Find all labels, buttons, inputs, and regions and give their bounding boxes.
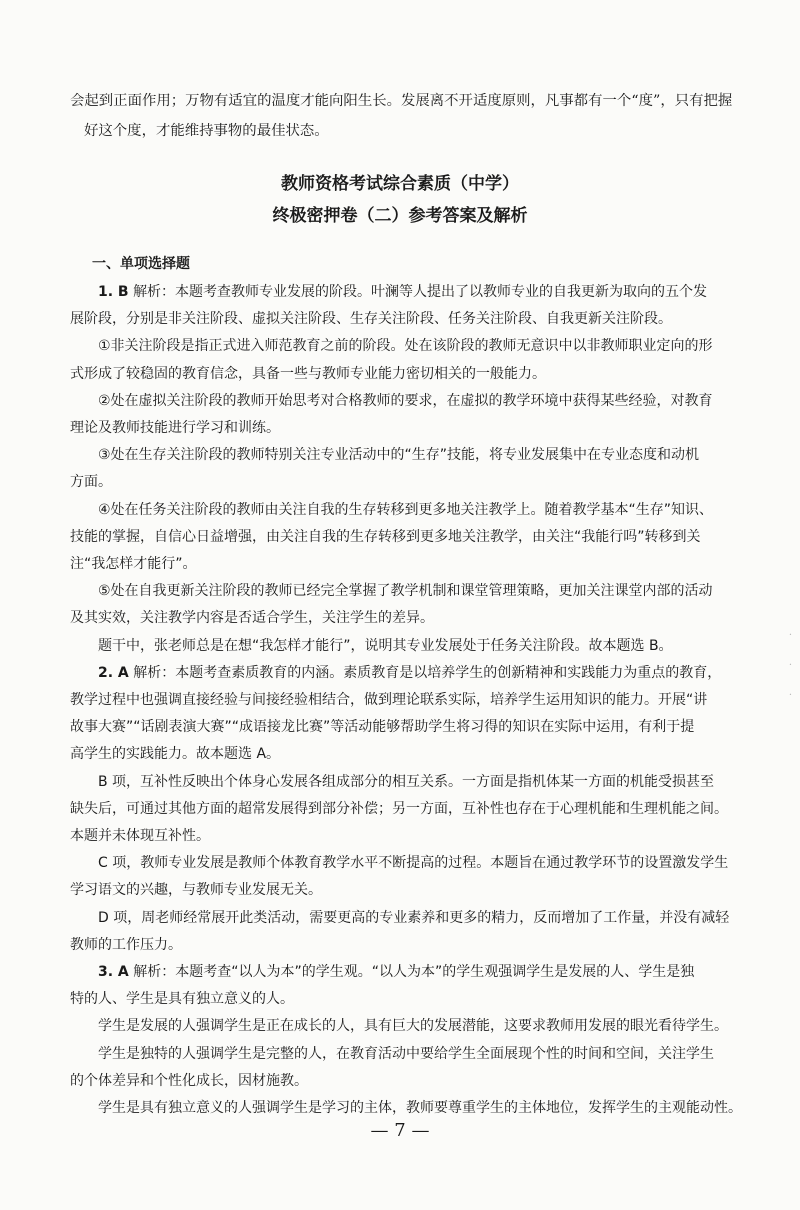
paragraph-text: 解析：本题考查教师专业发展的阶段。叶澜等人提出了以教师专业的自我更新为取向的五个发 xyxy=(133,284,708,300)
paragraph-text: 理论及教师技能进行学习和训练。 xyxy=(70,420,280,437)
paragraph-text: 技能的掌握，自信心日益增强，由关注自我的生存转移到更多地关注教学，由关注“我能行吗”转移到关 xyxy=(70,528,701,545)
paragraph-line xyxy=(70,932,748,959)
paragraph-line xyxy=(70,388,748,415)
answer-paragraph xyxy=(70,1041,748,1095)
paragraph-line xyxy=(70,633,748,660)
paragraph-text: 解析：本题考查“以人为本”的学生观。“以人为本”的学生观强调学生是发展的人、学生是独 xyxy=(133,964,695,981)
paragraph-text: B 项，互补性反映出个体身心发展各组成部分的相互关系。一方面是指机体某一方面的机能受损甚至 xyxy=(98,773,715,790)
paragraph-text: 特的人、学生是具有独立意义的人。 xyxy=(70,991,294,1008)
answer-paragraph xyxy=(70,1095,748,1122)
paragraph-text: 高学生的实践能力。故本题选 A。 xyxy=(70,746,281,763)
paragraph-text: 学生是具有独立意义的人强调学生是学习的主体，教师要尊重学生的主体地位，发挥学生的主观能动性。 xyxy=(98,1100,742,1117)
continuation-line: 会起到正面作用；万物有适宜的温度才能向阳生长。发展离不开适度原则，凡事都有一个“度”，只有把握 xyxy=(70,93,733,109)
paragraph-line xyxy=(70,877,748,904)
paragraph-line xyxy=(70,687,748,714)
answer-paragraph xyxy=(70,850,748,904)
answer-paragraph xyxy=(70,279,748,333)
page-title-line-2: 终极密押卷（二）参考答案及解析 xyxy=(272,206,528,226)
paragraph-line xyxy=(70,1095,748,1122)
paragraph-line xyxy=(70,442,748,469)
page-number: — 7 — xyxy=(370,1120,430,1141)
answer-paragraph xyxy=(70,333,748,387)
continuation-text xyxy=(70,86,748,146)
paragraph-line xyxy=(70,959,748,986)
answer-paragraph xyxy=(70,1013,748,1040)
paragraph-text: 学生是独特的人强调学生是完整的人，在教育活动中要给学生全面展现个性的时间和空间，关注学生 xyxy=(98,1045,714,1062)
paragraph-line xyxy=(70,279,748,306)
paragraph-text: ③处在生存关注阶段的教师特别关注专业活动中的“生存”技能，将专业发展集中在专业态度和动机 xyxy=(98,447,700,464)
paragraph-text: ①非关注阶段是指正式进入师范教育之前的阶段。处在该阶段的教师无意识中以非教师职业定向的形 xyxy=(98,338,713,355)
answer-body xyxy=(70,279,748,1122)
question-number: 1. B xyxy=(98,284,129,300)
answer-paragraph xyxy=(70,633,748,660)
paragraph-text: 学生是发展的人强调学生是正在成长的人，具有巨大的发展潜能，这要求教师用发展的眼光看待学生。 xyxy=(98,1018,728,1035)
paragraph-line xyxy=(70,524,748,551)
paragraph-line xyxy=(70,1068,748,1095)
paragraph-text: 故事大赛”“话剧表演大赛”“成语接龙比赛”等活动能够帮助学生将习得的知识在实际中运用，有利于提 xyxy=(70,719,695,736)
answer-paragraph xyxy=(70,442,748,496)
paragraph-line xyxy=(70,986,748,1013)
paragraph-text: 注“我怎样才能行”。 xyxy=(70,556,197,573)
paragraph-line xyxy=(70,469,748,496)
paragraph-line xyxy=(70,1013,748,1040)
paragraph-text: 展阶段，分别是非关注阶段、虚拟关注阶段、生存关注阶段、任务关注阶段、自我更新关注阶段。 xyxy=(70,311,672,328)
paragraph-text: 及其实效，关注教学内容是否适合学生，关注学生的差异。 xyxy=(70,610,434,627)
paragraph-text: D 项，周老师经常展开此类活动，需要更高的专业素养和更多的精力，反而增加了工作量，并没有减轻 xyxy=(98,909,730,926)
paragraph-text: 题干中，张老师总是在想“我怎样才能行”，说明其专业发展处于任务关注阶段。故本题选 B。 xyxy=(98,637,673,654)
paragraph-line xyxy=(70,551,748,578)
question-number: 3. A xyxy=(98,964,129,981)
paragraph-line xyxy=(70,769,748,796)
page-title-line-1: 教师资格考试综合素质（中学） xyxy=(281,174,519,194)
paragraph-line xyxy=(70,823,748,850)
scan-mark: · xyxy=(788,660,792,671)
paragraph-line xyxy=(70,1041,748,1068)
paragraph-line xyxy=(70,415,748,442)
paragraph-line xyxy=(70,796,748,823)
section-heading: 一、单项选择题 xyxy=(92,256,190,272)
scan-mark: · xyxy=(788,690,792,701)
paragraph-text: C 项，教师专业发展是教师个体教育教学水平不断提高的过程。本题旨在通过教学环节的设置激发学生 xyxy=(98,855,729,872)
paragraph-line xyxy=(70,306,748,333)
paragraph-line xyxy=(70,741,748,768)
paragraph-line xyxy=(70,714,748,741)
paragraph-line xyxy=(70,333,748,360)
question-number: 2. A xyxy=(98,664,129,681)
paragraph-line xyxy=(70,605,748,632)
paragraph-line xyxy=(70,660,748,687)
answer-paragraph xyxy=(70,769,748,851)
paragraph-text: 方面。 xyxy=(70,474,112,491)
paragraph-line xyxy=(70,905,748,932)
paragraph-text: 学习语文的兴趣，与教师专业发展无关。 xyxy=(70,882,322,899)
answer-paragraph xyxy=(70,497,748,579)
paragraph-line xyxy=(70,361,748,388)
answer-paragraph xyxy=(70,905,748,959)
paragraph-text: ④处在任务关注阶段的教师由关注自我的生存转移到更多地关注教学上。随着教学基本“生存”知识、 xyxy=(98,501,714,518)
paragraph-text: 式形成了较稳固的教育信念，具备一些与教师专业能力密切相关的一般能力。 xyxy=(70,365,546,382)
scan-mark: · xyxy=(788,630,792,641)
paragraph-line xyxy=(70,578,748,605)
paragraph-text: 教学过程中也强调直接经验与间接经验相结合，做到理论联系实际，培养学生运用知识的能力。开展“讲 xyxy=(70,692,708,709)
paragraph-text: 的个体差异和个性化成长，因材施教。 xyxy=(70,1072,308,1089)
answer-paragraphs xyxy=(70,279,748,1122)
answer-paragraph xyxy=(70,660,748,769)
answer-paragraph xyxy=(70,388,748,442)
paragraph-text: ②处在虚拟关注阶段的教师开始思考对合格教师的要求，在虚拟的教学环境中获得某些经验，对教育 xyxy=(98,392,713,409)
paragraph-text: 缺失后，可通过其他方面的超常发展得到部分补偿；另一方面，互补性也存在于心理机能和生理机能之间。 xyxy=(70,800,728,817)
answer-paragraph xyxy=(70,578,748,632)
continuation-line: 好这个度，才能维持事物的最佳状态。 xyxy=(84,123,329,139)
paragraph-text: 解析：本题考查素质教育的内涵。素质教育是以培养学生的创新精神和实践能力为重点的教育， xyxy=(133,664,722,681)
paragraph-text: 本题并未体现互补性。 xyxy=(70,828,210,845)
paragraph-line xyxy=(70,850,748,877)
paragraph-text: 教师的工作压力。 xyxy=(70,936,182,953)
paragraph-line xyxy=(70,497,748,524)
answer-paragraph xyxy=(70,959,748,1013)
paragraph-text: ⑤处在自我更新关注阶段的教师已经完全掌握了教学机制和课堂管理策略，更加关注课堂内部的活动 xyxy=(98,583,713,600)
